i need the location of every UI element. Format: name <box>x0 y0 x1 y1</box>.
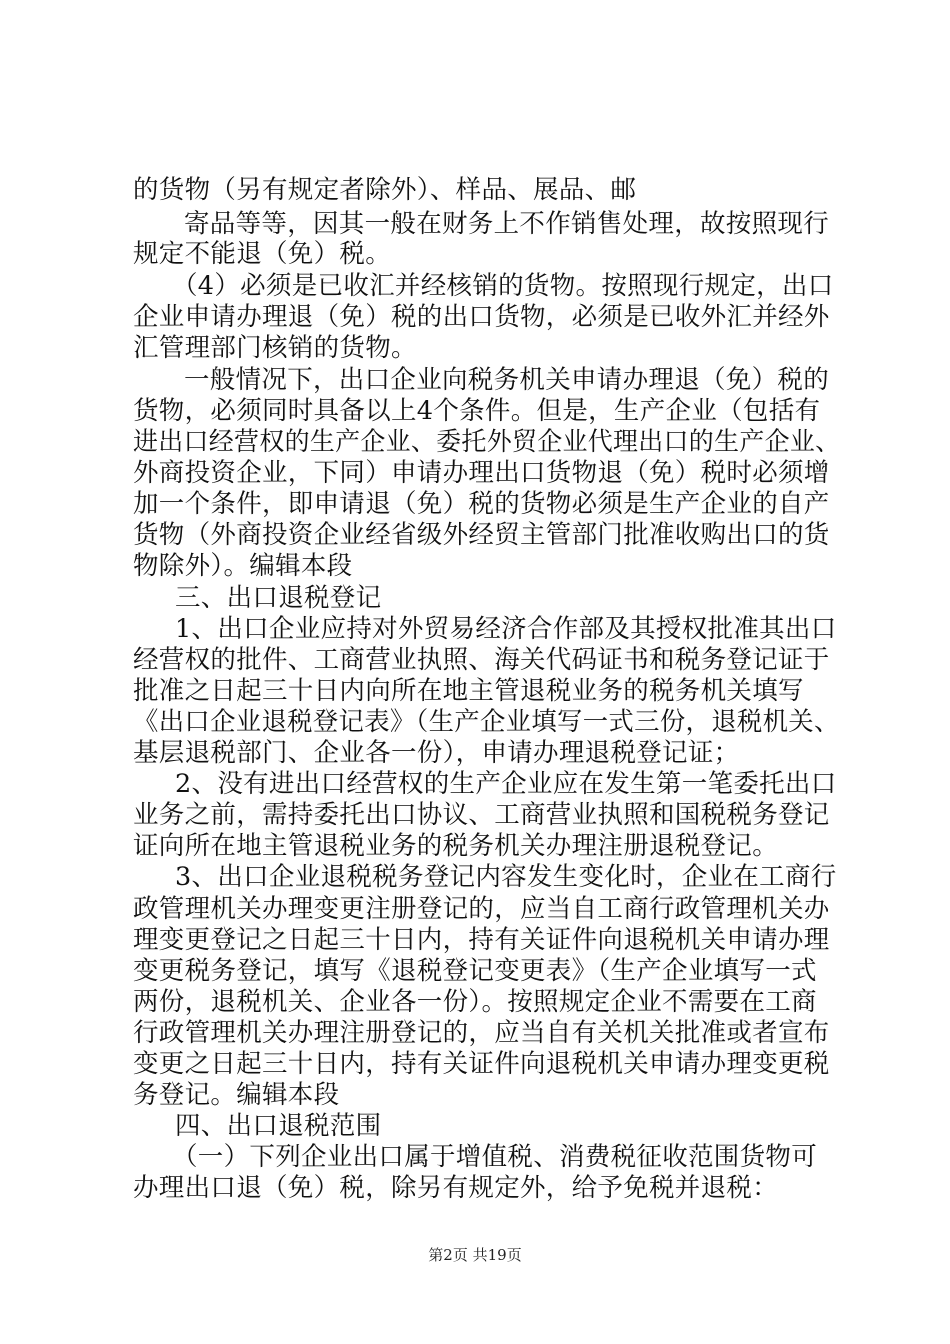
text-line: 理变更登记之日起三十日内，持有关证件向退税机关申请办理 <box>133 925 830 955</box>
text-line: 证向所在地主管退税业务的税务机关办理注册退税登记。 <box>133 831 779 861</box>
text-line: 寄品等等，因其一般在财务上不作销售处理，故按照现行 <box>184 209 830 239</box>
text-line: 汇管理部门核销的货物。 <box>133 333 417 363</box>
text-line: 货物，必须同时具备以上4个条件。但是，生产企业（包括有 <box>133 396 821 426</box>
text-line: 业务之前，需持委托出口协议、工商营业执照和国税税务登记 <box>133 800 830 830</box>
text-line: 变更之日起三十日内，持有关证件向退税机关申请办理变更税 <box>133 1049 830 1079</box>
text-line: 货物（外商投资企业经省级外经贸主管部门批准收购出口的货 <box>133 520 830 550</box>
text-line: 规定不能退（免）税。 <box>133 239 392 269</box>
text-line: 物除外）。编辑本段 <box>133 551 353 581</box>
text-line: （一）下列企业出口属于增值税、消费税征收范围货物可 <box>172 1142 818 1172</box>
section-heading: 三、出口退税登记 <box>175 583 382 613</box>
text-line: 的货物（另有规定者除外）、样品、展品、邮 <box>133 175 637 205</box>
text-line: 两份，退税机关、企业各一份）。按照规定企业不需要在工商 <box>133 987 817 1017</box>
text-line: （4）必须是已收汇并经核销的货物。按照现行规定，出口 <box>172 271 834 301</box>
text-line: 2、没有进出口经营权的生产企业应在发生第一笔委托出口 <box>175 769 837 799</box>
text-line: 基层退税部门、企业各一份），申请办理退税登记证； <box>133 738 740 768</box>
text-line: 3、出口企业退税税务登记内容发生变化时，企业在工商行 <box>175 862 837 892</box>
text-line: 1、出口企业应持对外贸易经济合作部及其授权批准其出口 <box>175 614 837 644</box>
text-line: 办理出口退（免）税，除另有规定外，给予免税并退税： <box>133 1173 779 1203</box>
text-line: 批准之日起三十日内向所在地主管退税业务的税务机关填写 <box>133 676 804 706</box>
text-line: 外商投资企业，下同）申请办理出口货物退（免）税时必须增 <box>133 458 830 488</box>
section-heading: 四、出口退税范围 <box>175 1111 382 1141</box>
text-line: 务登记。编辑本段 <box>133 1080 340 1110</box>
text-line: 《出口企业退税登记表》（生产企业填写一式三份，退税机关、 <box>133 707 840 737</box>
text-line: 一般情况下，出口企业向税务机关申请办理退（免）税的 <box>184 365 830 395</box>
page-footer: 第2页 共19页 <box>428 1246 522 1264</box>
text-line: 变更税务登记，填写《退税登记变更表》（生产企业填写一式 <box>133 956 817 986</box>
text-line: 加一个条件，即申请退（免）税的货物必须是生产企业的自产 <box>133 489 830 519</box>
text-line: 企业申请办理退（免）税的出口货物，必须是已收外汇并经外 <box>133 302 830 332</box>
text-line: 进出口经营权的生产企业、委托外贸企业代理出口的生产企业、 <box>133 427 841 457</box>
text-line: 行政管理机关办理注册登记的，应当自有关机关批准或者宣布 <box>133 1018 830 1048</box>
text-line: 政管理机关办理变更注册登记的，应当自工商行政管理机关办 <box>133 894 830 924</box>
text-line: 经营权的批件、工商营业执照、海关代码证书和税务登记证于 <box>133 645 830 675</box>
